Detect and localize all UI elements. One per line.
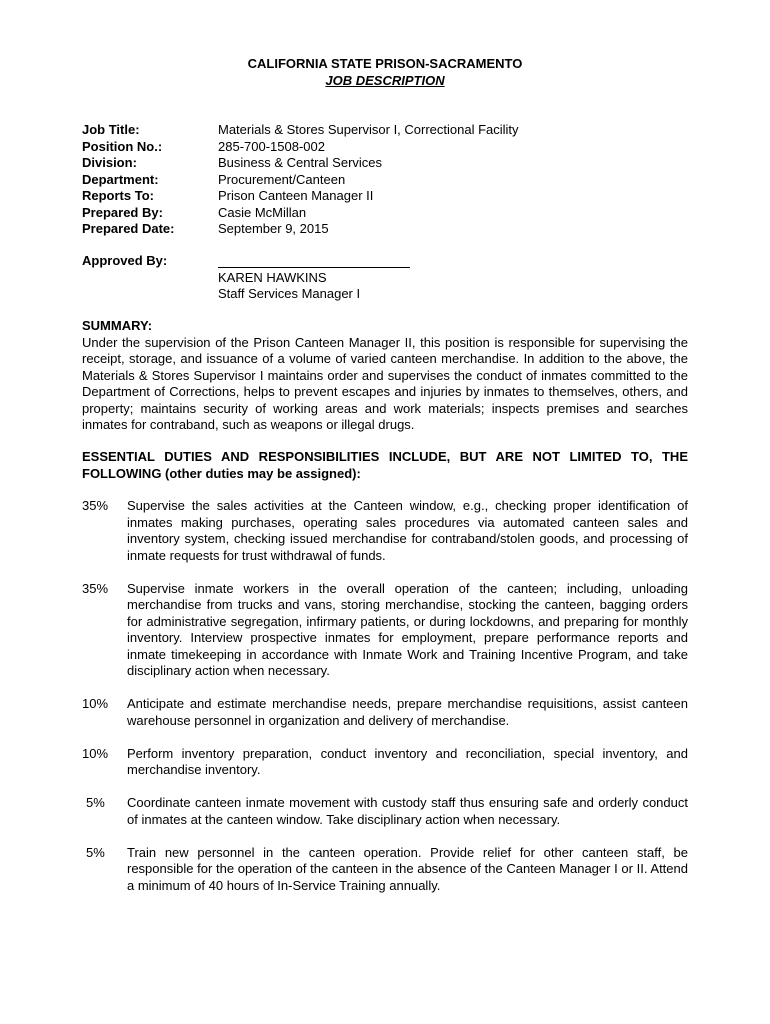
duty-percent: 35% [82,580,109,596]
duties-heading: ESSENTIAL DUTIES AND RESPONSIBILITIES INCLUDE, BUT ARE NOT LIMITED TO, THE FOLLOWING (other duties may be assigned): [82,449,688,481]
duty-percent: 10% [82,745,109,761]
duty-item [82,746,688,779]
duty-text: Train new personnel in the canteen operation. Provide relief for other canteen staff, be responsible for the operation of the canteen in the absence of the Canteen Manager I or II. Attend a minimum of 40 hours of In-Service Training annually. [127,844,688,893]
document-type: JOB DESCRIPTION [325,72,445,88]
info-row-position-no [82,139,702,156]
document-header [0,56,770,89]
info-row-reports-to [82,188,702,205]
info-label: Position No.: [82,138,163,154]
info-row-division [82,155,702,172]
info-label: Prepared Date: [82,221,175,236]
summary-heading: SUMMARY: [82,318,153,333]
organization-title: CALIFORNIA STATE PRISON-SACRAMENTO [247,56,523,71]
info-row-prepared-by [82,205,702,222]
info-label: Division: [82,155,137,170]
info-label: Prepared By: [82,204,163,220]
duty-percent: 5% [86,844,105,860]
duty-text: Supervise the sales activities at the Canteen window, e.g., checking proper identification of inmates making purchases, operating sales procedures via automated canteen sales and inventory system, checking issued merchandise for contraband/stolen goods, and processing of inmate requests for trust withdrawal of funds. [127,498,688,563]
approver-title: Staff Services Manager I [218,286,361,301]
duty-item [82,795,688,828]
approved-by-label: Approved By: [82,253,168,268]
duty-item [82,581,688,680]
info-value: September 9, 2015 [218,221,329,236]
duty-percent: 5% [86,795,105,810]
info-label: Department: [82,171,159,187]
duty-percent: 10% [82,696,109,711]
summary-section [82,318,688,434]
duties-list [82,498,688,911]
info-row-prepared-date [82,221,702,238]
info-value: Business & Central Services [218,155,383,170]
duty-item [82,696,688,729]
info-row-department [82,172,702,189]
duty-text: Anticipate and estimate merchandise needs, prepare merchandise requisitions, assist canteen warehouse personnel in organization and delivery of merchandise. [127,696,688,728]
info-value: Procurement/Canteen [218,171,346,187]
info-value: 285-700-1508-002 [218,138,325,154]
duty-item [82,498,688,564]
job-info-block [82,122,702,238]
approver-name: KAREN HAWKINS [218,269,327,285]
duty-item [82,845,688,895]
duty-text: Perform inventory preparation, conduct inventory and reconciliation, special inventory, and merchandise inventory. [127,745,688,777]
info-value: Materials & Stores Supervisor I, Correctional Facility [218,122,519,137]
duty-text: Coordinate canteen inmate movement with custody staff thus ensuring safe and orderly conduct of inmates at the canteen window. Take disciplinary action when necessary. [127,795,688,827]
info-label: Job Title: [82,122,140,137]
signature-line [218,253,410,268]
info-value: Casie McMillan [218,204,307,220]
approval-block [82,253,702,303]
duty-text: Supervise inmate workers in the overall operation of the canteen; including, unloading merchandise from trucks and vans, storing merchandise, stocking the canteen, bagging orders for administrative segregation, infirmary patients, or during lockdowns, and preparing for monthly inventory. Interview prospective inmates for employment, prepare performance reports and inmate timekeeping in accordance with Inmate Work and Training Incentive Program, and take disciplinary action when necessary. [127,580,688,678]
info-label: Reports To: [82,188,154,203]
info-row-job-title [82,122,702,139]
summary-text: Under the supervision of the Prison Canteen Manager II, this position is responsible for supervising the receipt, storage, and issuance of a volume of varied canteen merchandise. In addition to the above, the Materials & Stores Supervisor I maintains order and supervises the conduct of inmates committed to the Department of Corrections, helps to prevent escapes and injuries by inmates to themselves, others, and property; maintains security of working areas and work materials; inspects premises and searches inmates for contraband, such as weapons or illegal drugs. [82,334,688,432]
info-value: Prison Canteen Manager II [218,188,374,203]
duty-percent: 35% [82,498,109,513]
